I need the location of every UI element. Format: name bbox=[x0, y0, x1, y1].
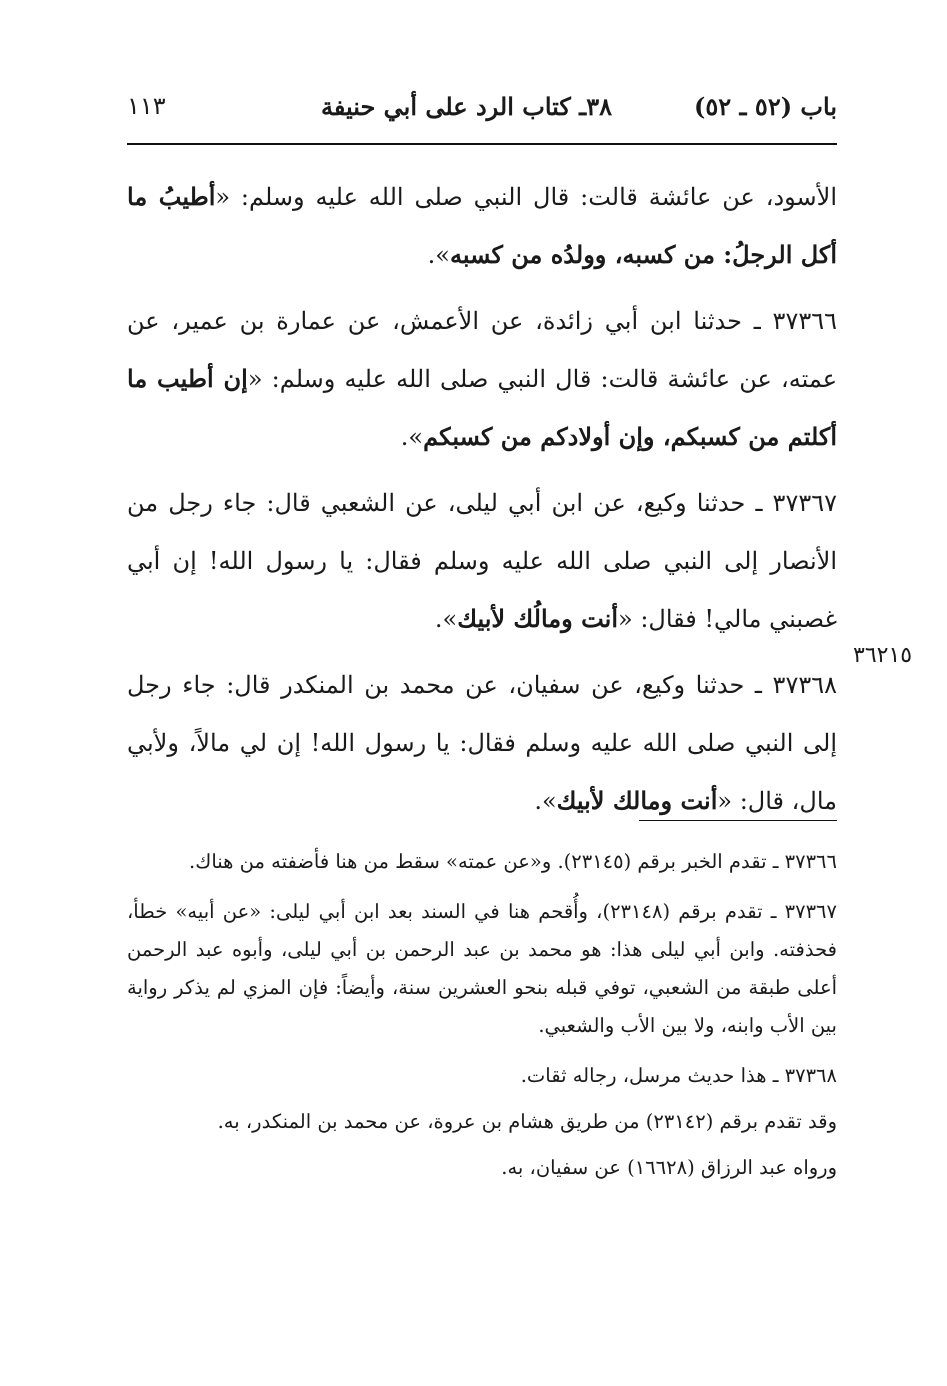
hadith-37366 bbox=[127, 292, 837, 466]
bold-quote: أنت ومالك لأبيك bbox=[556, 786, 718, 815]
chapter-range: باب (٥٢ ـ ٥٢) bbox=[694, 92, 837, 121]
footnote-37368-ref: وقد تقدم برقم (٢٣١٤٢) من طريق هشام بن عروة، عن محمد بن المنكدر، به. bbox=[217, 1110, 837, 1133]
footnote-37366: ٣٧٣٦٦ ـ تقدم الخبر برقم (٢٣١٤٥). و«عن عمته» سقط من هنا فأضفته من هناك. bbox=[189, 850, 837, 873]
footnotes bbox=[127, 843, 837, 1195]
text-run: ٣٧٣٦٦ ـ حدثنا ابن أبي زائدة، عن الأعمش، عن عمارة بن عمير، عن عمته، عن عائشة قالت: قال النبي صلى الله عليه وسلم: « bbox=[127, 307, 838, 393]
text-run: ٣٧٣٦٧ ـ حدثنا وكيع، عن ابن أبي ليلى، عن الشعبي قال: جاء رجل من الأنصار إلى النبي صلى الله عليه وسلم فقال: يا رسول الله! إن أبي غصبني مالي! فقال: « bbox=[127, 489, 837, 633]
page-number: ١١٣ bbox=[127, 92, 166, 120]
text-run: ». bbox=[400, 423, 424, 451]
hadith-37367 bbox=[127, 474, 837, 648]
footnote-rule bbox=[639, 820, 837, 821]
hadith-37368 bbox=[127, 656, 837, 830]
text-run: الأسود، عن عائشة قالت: قال النبي صلى الله عليه وسلم: « bbox=[215, 183, 837, 211]
margin-number: ٣٦٢١٥ bbox=[853, 643, 913, 668]
bold-quote: أنت ومالُك لأبيك bbox=[457, 604, 618, 633]
paragraph-continuation bbox=[127, 168, 837, 284]
running-header bbox=[127, 92, 837, 132]
bold-quote: أطيبُ ما أكل الرجلُ: من كسبه، وولدُه من كسبه bbox=[127, 182, 837, 269]
text-run: ». bbox=[434, 605, 458, 633]
main-text bbox=[127, 168, 837, 838]
text-run: ». bbox=[534, 787, 557, 815]
text-run: ٣٧٣٦٨ ـ حدثنا وكيع، عن سفيان، عن محمد بن المنكدر قال: جاء رجل إلى النبي صلى الله عليه وسلم فقال: يا رسول الله! إن لي مالاً، ولأبي مال، قال: « bbox=[127, 671, 837, 815]
text-run: ». bbox=[427, 241, 450, 269]
book-title: ٣٨ـ كتاب الرد على أبي حنيفة bbox=[320, 92, 612, 121]
footnote-37368: ٣٧٣٦٨ ـ هذا حديث مرسل، رجاله ثقات. bbox=[520, 1064, 837, 1087]
footnote-37367: ٣٧٣٦٧ ـ تقدم برقم (٢٣١٤٨)، وأُقحم هنا في السند بعد ابن أبي ليلى: «عن أبيه» خطأ، فحذفته. وابن أبي ليلى هذا: هو محمد بن عبد الرحمن بن أبي ليلى، وأبوه عبد الرحمن أعلى طبقة من الشعبي، توفي قبله بنحو العشرين سنة، وأيضاً: فإن المزي لم يذكر رواية بين الأب وابنه، ولا بين الأب والشعبي. bbox=[127, 900, 838, 1037]
header-rule bbox=[127, 143, 837, 145]
bold-quote: إن أطيب ما أكلتم من كسبكم، وإن أولادكم من كسبكم bbox=[127, 364, 837, 451]
footnote-37368-ref2: ورواه عبد الرزاق (١٦٦٢٨) عن سفيان، به. bbox=[501, 1156, 837, 1179]
